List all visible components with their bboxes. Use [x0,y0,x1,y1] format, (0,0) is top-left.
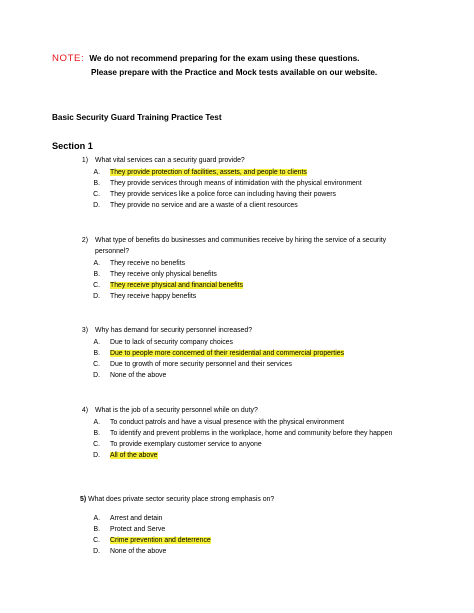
question-number: 2) [81,237,88,244]
option-text: To identify and prevent problems in the workplace, home and community before they happen [110,430,393,437]
option-a [0,258,474,269]
option-b [0,524,474,535]
option-text: None of the above [110,548,167,555]
option-letter: C. [93,441,100,448]
question-text: Why has demand for security personnel increased? [95,327,253,334]
option-text-highlighted: Due to people more concerned of their residential and commercial properties [110,350,345,357]
option-text: To conduct patrols and have a visual presence with the physical environment [110,419,345,426]
option-text: Protect and Serve [110,526,166,533]
option-letter: B. [93,271,100,278]
option-letter: A. [93,515,100,522]
option-letter: A. [93,339,100,346]
question-text: What is the job of a security personnel while on duty? [95,407,258,414]
note-text-2: Please prepare with the Practice and Mock tests available on our website. [91,68,378,77]
option-a [0,337,474,348]
option-text: Arrest and detain [110,515,163,522]
option-b [0,428,474,439]
question-number: 4) [81,407,88,414]
option-text: They provide services through means of intimidation with the physical environment [110,180,362,187]
option-b [0,269,474,280]
option-d [0,291,474,302]
option-b [0,348,474,359]
option-letter: B. [93,350,100,357]
option-text: They receive no benefits [110,260,186,267]
option-text: They receive happy benefits [110,293,197,300]
option-letter: D. [93,202,100,209]
question-4 [0,405,474,461]
option-letter: A. [93,169,100,176]
option-c [0,189,474,200]
option-text-highlighted: They receive physical and financial benefits [110,282,243,289]
question-3 [0,325,474,381]
note-line-1 [52,52,377,66]
option-letter: B. [93,526,100,533]
option-c [0,439,474,450]
note-text-1: We do not recommend preparing for the exam using these questions. [89,54,360,63]
question-text: What vital services can a security guard provide? [95,157,245,164]
question-number: 3) [81,327,88,334]
option-letter: B. [93,430,100,437]
option-c [0,280,474,291]
option-text: They provide no service and are a waste of a client resources [110,202,298,209]
option-text: To provide exemplary customer service to anyone [110,441,262,448]
option-d [0,370,474,381]
question-number: 1) [81,157,88,164]
option-letter: B. [93,180,100,187]
question-text: What does private sector security place strong emphasis on? [88,496,275,503]
option-letter: A. [93,260,100,267]
option-a [0,513,474,524]
option-text-highlighted: All of the above [110,452,158,459]
option-b [0,178,474,189]
question-1 [0,155,474,211]
document-title: Basic Security Guard Training Practice Test [52,113,222,122]
option-text-highlighted: Crime prevention and deterrence [110,537,211,544]
option-letter: C. [93,191,100,198]
option-text: They provide services like a police force can including having their powers [110,191,336,198]
disclaimer-note [52,52,377,80]
option-letter: C. [93,537,100,544]
option-a [0,417,474,428]
option-c [0,535,474,546]
section-heading: Section 1 [52,141,93,151]
option-d [0,200,474,211]
option-letter: A. [93,419,100,426]
option-text: Due to growth of more security personnel and their services [110,361,292,368]
question-number: 5) [80,496,87,503]
option-d [0,546,474,557]
option-letter: D. [93,293,100,300]
note-label: NOTE: [52,53,85,64]
option-text-highlighted: They provide protection of facilities, assets, and people to clients [110,169,307,176]
option-letter: D. [93,452,100,459]
option-text: They receive only physical benefits [110,271,217,278]
option-d [0,450,474,461]
option-letter: D. [93,548,100,555]
option-letter: C. [93,282,100,289]
option-a [0,167,474,178]
option-letter: C. [93,361,100,368]
option-text: None of the above [110,372,167,379]
question-5 [0,494,474,557]
option-c [0,359,474,370]
question-2 [0,235,474,302]
option-letter: D. [93,372,100,379]
option-text: Due to lack of security company choices [110,339,233,346]
question-text: What type of benefits do businesses and communities receive by hiring the service of a security personnel? [95,237,387,255]
